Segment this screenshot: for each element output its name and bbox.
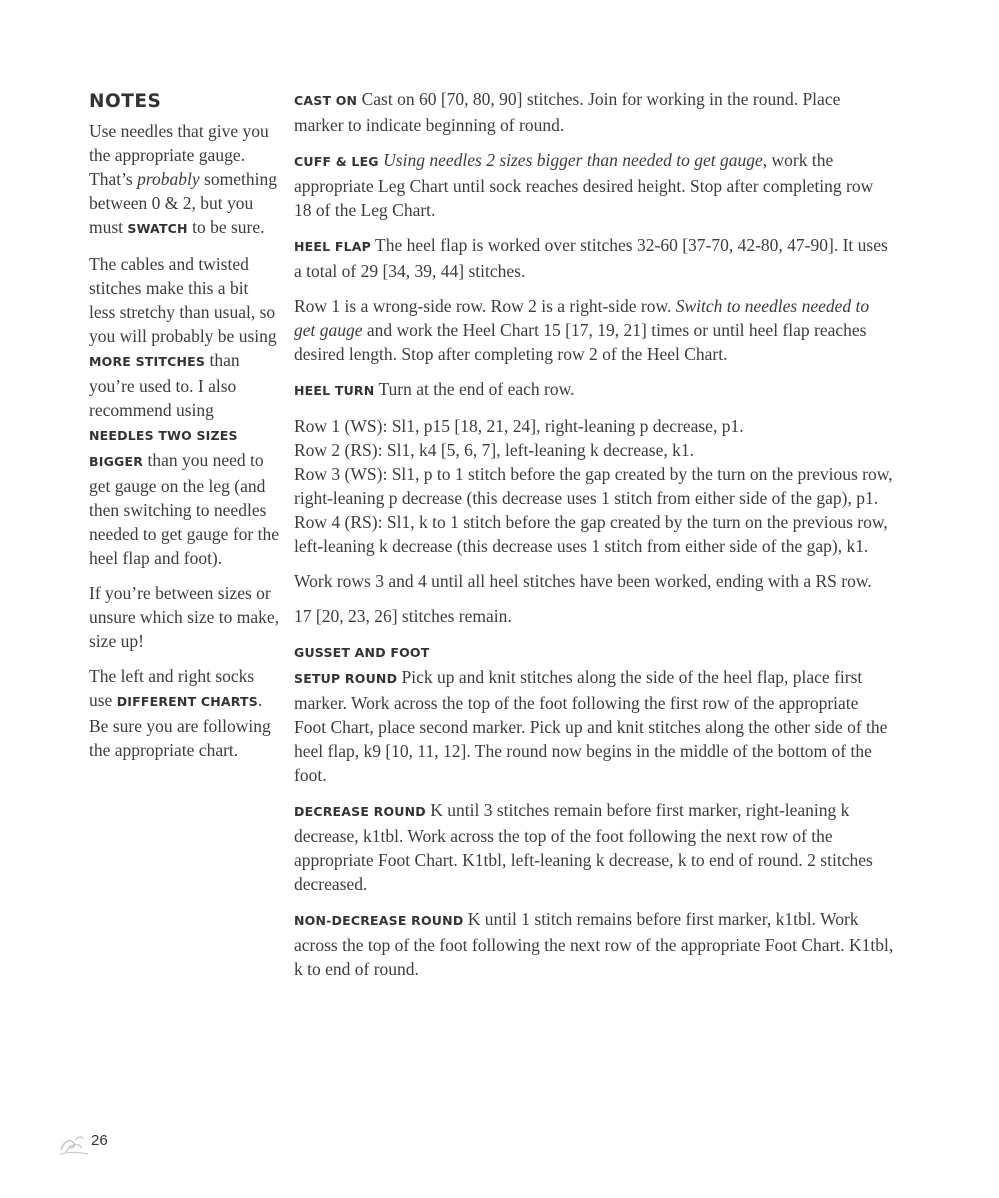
- heel-turn-section: HEEL TURN Turn at the end of each row.: [294, 379, 575, 399]
- heel-flap-section: HEEL FLAP The heel flap is worked over stitches 32-60 [37-70, 42-80, 47-90]. It uses a total of 29 [34, 39, 44] stitches.: [294, 235, 888, 281]
- cuff-leg-section: CUFF & LEG Using needles 2 sizes bigger than needed to get gauge, work the appropriate Leg Chart until sock reaches desired height. Stop after completing row 18 of the Leg Chart.: [294, 150, 874, 220]
- pattern-instructions: [294, 87, 894, 992]
- decrease-round-section: DECREASE ROUND K until 3 stitches remain before first marker, right-leaning k decrease, k1tbl. Work across the top of the foot following the next row of the appropriate Foot Chart. K1tbl, left-leaning k decrease, k to end of round. 2 stitches decreased.: [294, 800, 873, 894]
- page-footer: [58, 1130, 118, 1160]
- gusset-heading: GUSSET AND FOOT: [294, 645, 430, 660]
- heel-turn-row-1: Row 1 (WS): Sl1, p15 [18, 21, 24], right-leaning p decrease, p1.: [294, 416, 744, 436]
- stitches-remain-text: 17 [20, 23, 26] stitches remain.: [294, 606, 512, 626]
- page-number: 26: [91, 1132, 108, 1149]
- notes-sidebar: [89, 90, 279, 773]
- swirl-ornament-icon: [58, 1130, 88, 1158]
- notes-heading: NOTES: [89, 91, 162, 112]
- heel-flap-rows: Row 1 is a wrong-side row. Row 2 is a right-side row. Switch to needles needed to get gauge and work the Heel Chart 15 [17, 19, 21] times or until heel flap reaches desired length. Stop after completing row 2 of the Heel Chart.: [294, 296, 870, 364]
- note-gauge: Use needles that give you the appropriate gauge. That’s probably something between 0 & 2, but you must SWATCH to be sure.: [89, 121, 277, 237]
- note-charts: The left and right socks use DIFFERENT CHARTS. Be sure you are following the appropriate chart.: [89, 666, 271, 760]
- heel-turn-row-2: Row 2 (RS): Sl1, k4 [5, 6, 7], left-leaning k decrease, k1.: [294, 440, 694, 460]
- heel-turn-row-4: Row 4 (RS): Sl1, k to 1 stitch before the gap created by the turn on the previous row, left-leaning k decrease (this decrease uses 1 stitch from either side of the gap), k1.: [294, 512, 888, 556]
- note-stretch: The cables and twisted stitches make this a bit less stretchy than usual, so you will probably be using MORE STITCHES than you’re used to. I also recommend using NEEDLES TWO SIZES BIGGER than you need to get gauge on the leg (and then switching to needles needed to get gauge for the heel flap and foot).: [89, 254, 279, 568]
- non-decrease-round-section: NON-DECREASE ROUND K until 1 stitch remains before first marker, k1tbl. Work across the top of the foot following the next row of the appropriate Foot Chart. K1tbl, k to end of round.: [294, 909, 894, 979]
- work-rows-text: Work rows 3 and 4 until all heel stitches have been worked, ending with a RS row.: [294, 571, 872, 591]
- heel-turn-row-3: Row 3 (WS): Sl1, p to 1 stitch before the gap created by the turn on the previous row, right-leaning p decrease (this decrease uses 1 stitch from either side of the gap), p1.: [294, 464, 893, 508]
- cast-on-section: CAST ON Cast on 60 [70, 80, 90] stitches. Join for working in the round. Place marker to indicate beginning of round.: [294, 89, 841, 135]
- setup-round-section: SETUP ROUND Pick up and knit stitches along the side of the heel flap, place first marker. Work across the top of the foot following the first row of the appropriate Foot Chart, place second marker. Pick up and knit stitches along the other side of the heel flap, k9 [10, 11, 12]. The round now begins in the middle of the bottom of the foot.: [294, 667, 888, 785]
- note-sizes: If you’re between sizes or unsure which size to make, size up!: [89, 583, 280, 651]
